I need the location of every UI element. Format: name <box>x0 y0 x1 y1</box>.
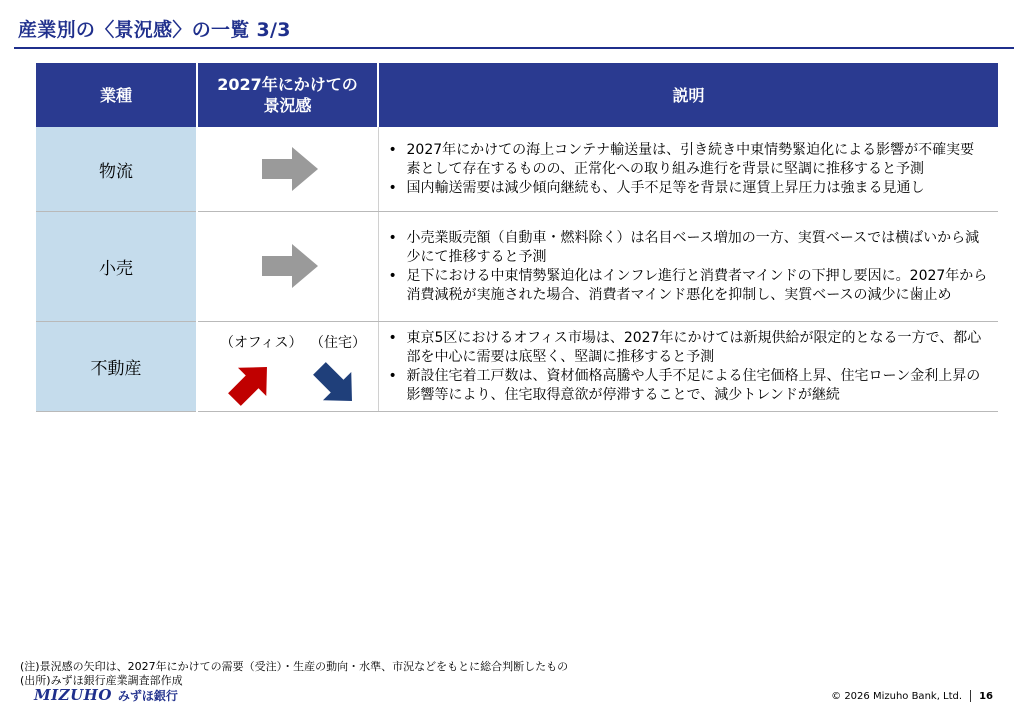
logo-japanese: みずほ銀行 <box>117 689 178 703</box>
flat-arrow-icon <box>262 244 318 288</box>
description-cell-retail <box>378 212 998 322</box>
outlook-cell-logistics <box>197 127 378 212</box>
page-number: 16 <box>979 690 993 702</box>
outlook-cell-retail <box>197 212 378 322</box>
description-cell-realestate <box>378 322 998 412</box>
title-divider <box>14 47 1014 49</box>
description-cell-logistics <box>378 127 998 212</box>
outlook-cell-realestate <box>197 322 378 412</box>
table-row <box>36 322 998 412</box>
table-header-row <box>36 63 998 127</box>
source-note: (出所)みずほ銀行産業調査部作成 <box>20 674 183 687</box>
header-outlook: 2027年にかけての 景況感 <box>197 63 378 127</box>
page-title: 産業別の〈景況感〉の一覧 3/3 <box>18 19 291 41</box>
bullet-item: • 東京5区におけるオフィス市場は、2027年にかけては新規供給が限定的となる一方で、都心部を中心に需要は底堅く、堅調に推移すると予測 <box>385 329 989 367</box>
down-arrow-icon <box>305 354 366 408</box>
housing-sublabel: （住宅） <box>310 335 366 351</box>
bullet-item: • 2027年にかけての海上コンテナ輸送量は、引き続き中東情勢緊迫化による影響が不確実要素として存在するものの、正常化への取り組み進行を背景に堅調に推移すると予測 <box>385 141 989 179</box>
header-description: 説明 <box>378 63 998 127</box>
header-industry: 業種 <box>36 63 197 127</box>
footnote: (注)景況感の矢印は、2027年にかけての需要（受注）・生産の動向・水準、市況などをもとに総合判断したもの <box>20 660 569 673</box>
flat-arrow-icon <box>262 147 318 191</box>
outlook-table <box>36 63 998 412</box>
mizuho-logo <box>34 686 178 704</box>
industry-cell-retail: 小売 <box>36 212 197 322</box>
bullet-item: • 国内輸送需要は減少傾向継続も、人手不足等を背景に運賃上昇圧力は強まる見通し <box>385 179 989 198</box>
logo-wordmark: MIZUHO <box>34 686 112 704</box>
bullet-item: • 小売業販売額（自動車・燃料除く）は名目ベース増加の一方、実質ベースでは横ばいから減少にて推移すると予測 <box>385 229 989 267</box>
bullet-item: • 足下における中東情勢緊迫化はインフレ進行と消費者マインドの下押し要因に。2027年から消費減税が実施された場合、消費者マインド悪化を抑制し、実質ベースの減少に歯止め <box>385 267 989 305</box>
up-arrow-icon <box>220 353 281 408</box>
table-row <box>36 127 998 212</box>
office-sublabel: （オフィス） <box>220 335 303 351</box>
footer-divider <box>970 690 971 702</box>
industry-cell-realestate: 不動産 <box>36 322 197 412</box>
footer <box>831 690 993 702</box>
industry-cell-logistics: 物流 <box>36 127 197 212</box>
bullet-item: • 新設住宅着工戸数は、資材価格高騰や人手不足による住宅価格上昇、住宅ローン金利上昇の影響等により、住宅取得意欲が停滞することで、減少トレンドが継続 <box>385 367 989 405</box>
copyright: © 2026 Mizuho Bank, Ltd. <box>831 690 963 702</box>
table-row <box>36 212 998 322</box>
